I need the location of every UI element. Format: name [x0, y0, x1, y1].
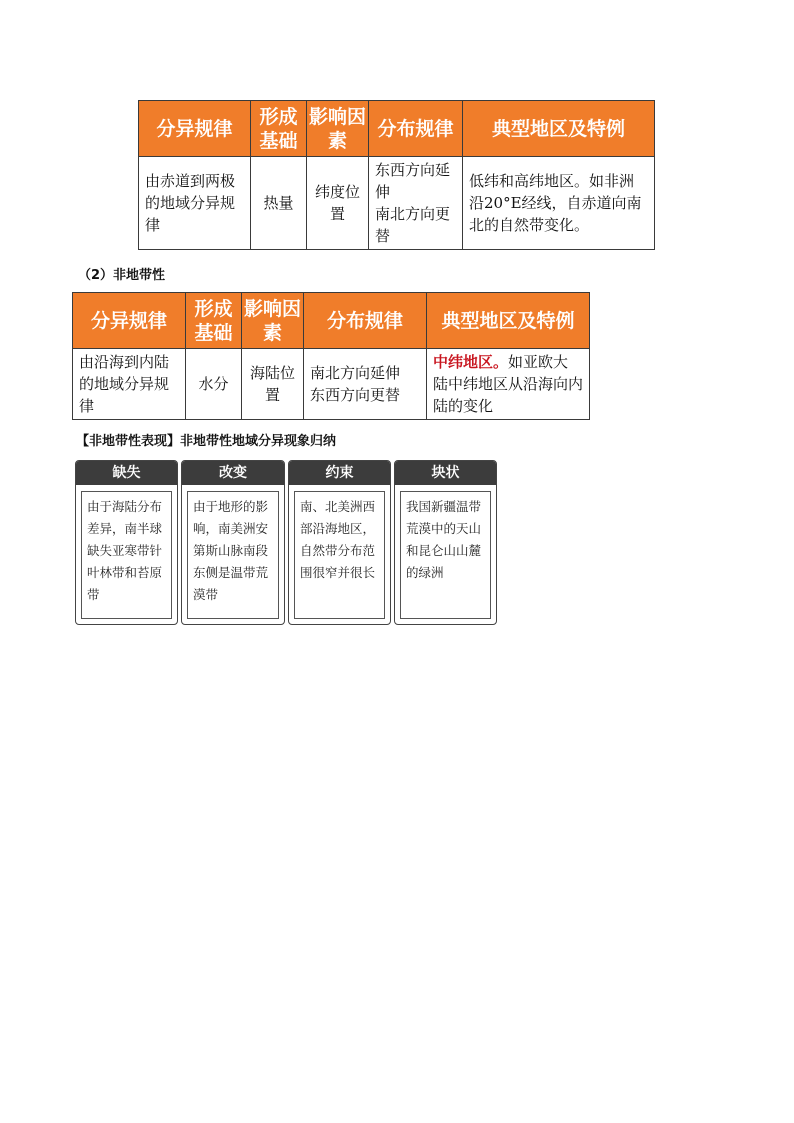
cell-distribution	[304, 349, 427, 420]
card-title: 约束	[289, 461, 390, 485]
card-text: 我国新疆温带荒漠中的天山和昆仑山山麓的绿洲	[400, 491, 491, 619]
card-text: 南、北美洲西部沿海地区，自然带分布范围很窄并很长	[294, 491, 385, 619]
cell-example	[427, 349, 590, 420]
header-factor: 影响因素	[242, 293, 304, 349]
cell-distribution	[369, 157, 463, 250]
card-change	[181, 460, 285, 625]
card-patch	[394, 460, 497, 625]
header-example: 典型地区及特例	[427, 293, 590, 349]
cell-basis: 热量	[251, 157, 307, 250]
distribution-line-2: 东西方向更替	[310, 386, 401, 404]
table-row	[139, 157, 655, 250]
header-factor: 影响因素	[307, 101, 369, 157]
card-missing	[75, 460, 178, 625]
distribution-line-1: 南北方向延伸	[310, 364, 401, 382]
header-rule: 分异规律	[73, 293, 186, 349]
example-rest: 如亚欧大陆中纬地区从沿海向内陆的变化	[433, 353, 584, 415]
card-title: 缺失	[76, 461, 177, 485]
header-example: 典型地区及特例	[463, 101, 655, 157]
distribution-line-1: 东西方向延伸	[375, 161, 451, 201]
cell-rule: 由沿海到内陆的地域分异规律	[73, 349, 186, 420]
cell-factor: 海陆位置	[242, 349, 304, 420]
cell-example: 低纬和高纬地区。如非洲沿20°E经线，自赤道向南北的自然带变化。	[463, 157, 655, 250]
card-text: 由于海陆分布差异，南半球缺失亚寒带针叶林带和苔原带	[81, 491, 172, 619]
cell-factor: 纬度位置	[307, 157, 369, 250]
section-title-performance: 【非地带性表现】非地带性地域分异现象归纳	[76, 434, 337, 449]
header-rule: 分异规律	[139, 101, 251, 157]
table-azonal	[72, 292, 590, 420]
cell-rule: 由赤道到两极的地域分异规律	[139, 157, 251, 250]
table-header-row	[73, 293, 590, 349]
card-constraint	[288, 460, 391, 625]
section-title-azonal: （2）非地带性	[78, 268, 166, 283]
card-text: 由于地形的影响，南美洲安第斯山脉南段东侧是温带荒漠带	[187, 491, 279, 619]
table-header-row	[139, 101, 655, 157]
table-zonal	[138, 100, 655, 250]
cell-basis: 水分	[186, 349, 242, 420]
table-row	[73, 349, 590, 420]
header-basis: 形成基础	[251, 101, 307, 157]
distribution-line-2: 南北方向更替	[375, 205, 451, 245]
header-distribution: 分布规律	[369, 101, 463, 157]
card-title: 改变	[182, 461, 284, 485]
header-basis: 形成基础	[186, 293, 242, 349]
card-title: 块状	[395, 461, 496, 485]
header-distribution: 分布规律	[304, 293, 427, 349]
example-highlight: 中纬地区。	[433, 353, 509, 371]
